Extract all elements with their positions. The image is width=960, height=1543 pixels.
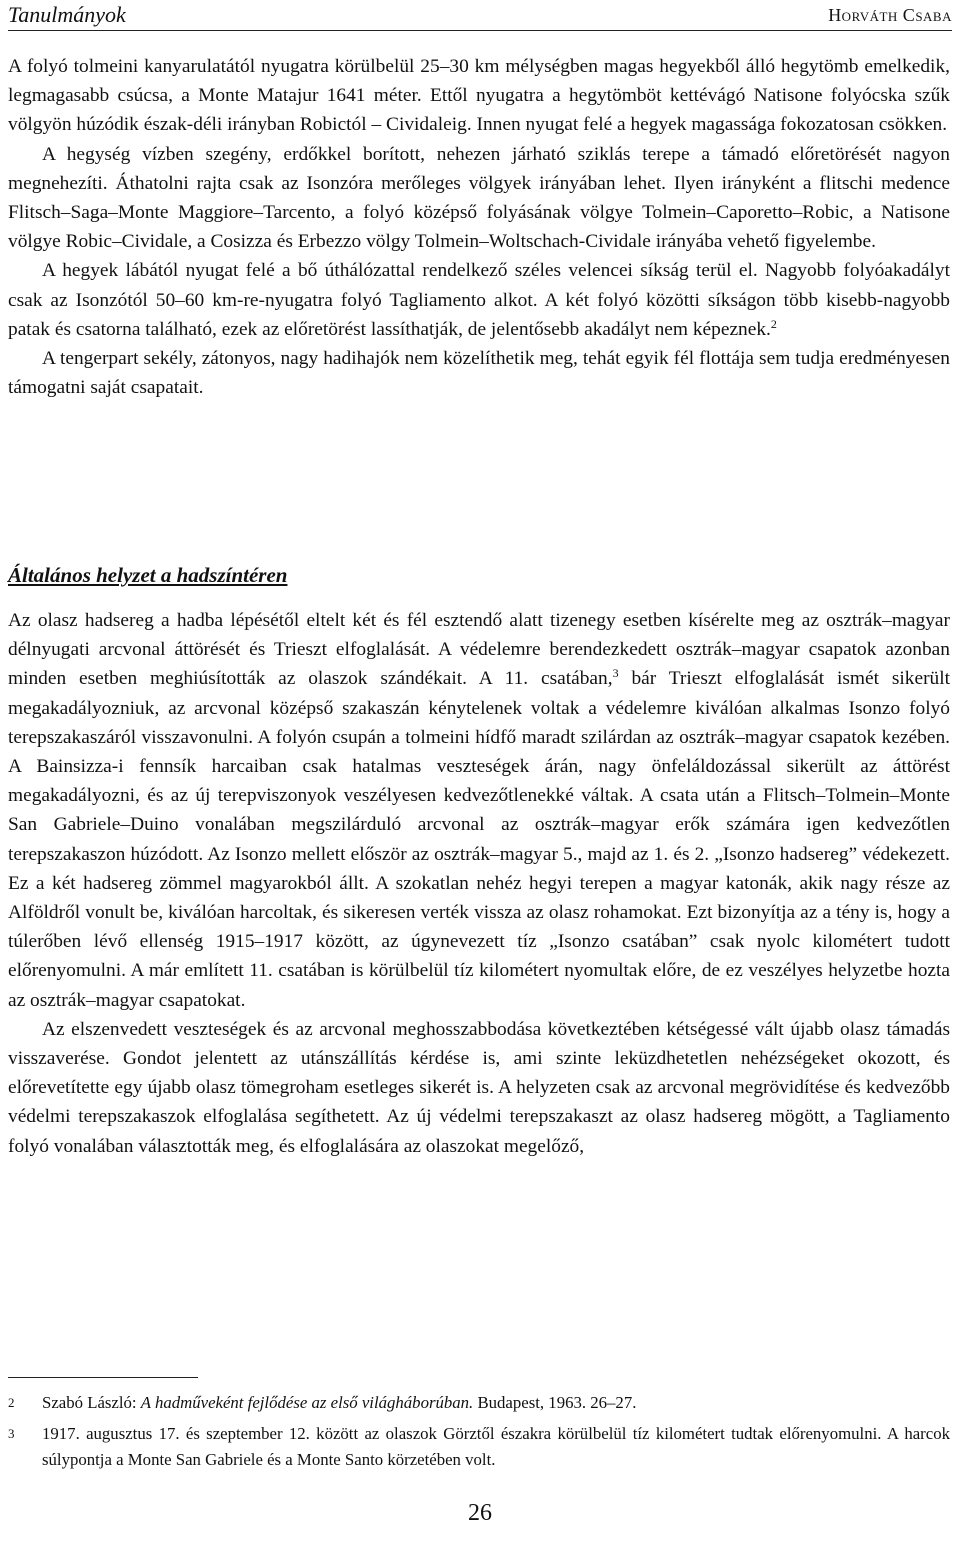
footnote-ref[interactable]: 2 xyxy=(770,316,777,331)
paragraph xyxy=(8,606,950,1015)
intro-text xyxy=(8,52,950,402)
footnote-ref[interactable]: 3 xyxy=(612,666,619,681)
section-label: Tanulmányok xyxy=(8,2,126,27)
paragraph: A folyó tolmeini kanyarulatától nyugatra körülbelül 25–30 km mélységben magas hegyekből álló hegytömb emelkedik, legmagasabb csúcsa, a Monte Matajur 1641 méter. Ettől nyugatra a hegytömböt kettévágó Natisone folyócska szűk völgyön húzódik észak-déli irányban Robictól – Cividaleig. Innen nyugat felé a hegyek magassága fokozatosan csökken. xyxy=(8,56,950,136)
footnote-number: 3 xyxy=(8,1425,15,1441)
running-header xyxy=(8,0,952,31)
footnote xyxy=(8,1421,950,1474)
footnotes xyxy=(8,1390,950,1478)
paragraph-text: Az olasz hadsereg a hadba lépésétől eltelt két és fél esztendő alatt tizenegy esetben kísérelte meg az osztrák–magyar délnyugati arcvonal áttörését és Trieszt elfoglalását. A védelemre berendezkedett osztrák–magyar csapatok azonban minden esetben meghiúsították az olaszok szándékait. A 11. csatában, xyxy=(8,610,950,690)
footnote-author: Szabó László: xyxy=(42,1393,141,1412)
section-text xyxy=(8,606,950,1161)
footnote-text: 1917. augusztus 17. és szeptember 12. között az olaszok Görztől északra körülbelül tíz kilométert tudtak előrenyomulni. A harcok súlypontja a Monte San Gabriele és a Monte Santo körzetében volt. xyxy=(42,1423,950,1469)
paragraph: Az elszenvedett veszteségek és az arcvonal meghosszabbodása következtében kétségessé vált újabb olasz támadás visszaverése. Gondot jelentett az utánszállítás kérdése is, ami szinte leküzdhetetlen nehézségeket okozott, és előrevetítette egy újabb olasz tömegroham esetleges sikerét is. A helyzeten csak az arcvonal megrövidítése és kedvezőbb védelmi terepszakaszok elfoglalása segíthetett. Az új védelmi terepszakaszt az olasz hadsereg mögött, a Tagliamento folyó vonalában választották meg, és elfoglalására az olaszokat megelőző, xyxy=(8,1018,950,1157)
page-number: 26 xyxy=(468,1500,492,1526)
footnote-book-title: A hadműveként fejlődése az első világháborúban. xyxy=(140,1393,474,1412)
paragraph-text: A hegyek lábától nyugat felé a bő úthálózattal rendelkező széles velencei síkság terül el. Nagyobb folyóakadályt csak az Isonzótól 50–60 km-re-nyugatra folyó Tagliamento alkot. A két folyó közötti síkságon több kisebb-nagyobb patak és csatorna található, ezek az előretörést lassíthatják, de jelentősebb akadályt nem képeznek. xyxy=(8,260,950,340)
paragraph: A hegység vízben szegény, erdőkkel borított, nehezen járható sziklás terepe a támadó előretörését nagyon megnehezíti. Áthatolni rajta csak az Isonzóra merőleges völgyek irányában lehet. Ilyen irányként a flitschi medence Flitsch–Saga–Monte Maggiore–Tarcento, a folyó középső folyásának völgye Tolmein–Caporetto–Robic, a Natisone völgye Robic–Cividale, a Cosizza és Erbezzo völgy Tolmein–Woltschach-Cividale irányába vehető figyelembe. xyxy=(8,143,950,253)
author-name: Horváth Csaba xyxy=(828,4,952,25)
footnote-number: 2 xyxy=(8,1395,15,1410)
footnote-publication: Budapest, 1963. 26–27. xyxy=(473,1393,637,1412)
section-heading: Általános helyzet a hadszíntéren xyxy=(8,563,288,587)
footnote xyxy=(8,1390,950,1417)
footnote-divider xyxy=(8,1377,198,1378)
paragraph: A tengerpart sekély, zátonyos, nagy hadihajók nem közelíthetik meg, tehát egyik fél flottája sem tudja eredményesen támogatni saját csapatait. xyxy=(8,348,950,399)
paragraph-text: bár Trieszt elfoglalását ismét sikerült megakadályozniuk, az arcvonal középső szakaszán kénytelenek voltak a védelemre kiválóan alkalmas Isonzo folyó terepszakaszáról visszavonulni. A folyón csupán a tolmeini hídfő maradt szilárdan az osztrák–magyar csapatok kezében. A Bainsizza-i fennsík harcaiban csak hatalmas veszteségek árán, nagy önfeláldozással sikerült az áttörést megakadályozni, és az új terepviszonyok veszélyesen kedvezőtlenekké váltak. A csata után a Flitsch–Tolmein–Monte San Gabriele–Duino vonalában megszilárduló arcvonal az osztrák–magyar erők számára igen kedvezőtlen terepszakaszon húzódott. Az Isonzo mellett először az osztrák–magyar 5., majd az 1. és 2. „Isonzo hadsereg” védekezett. Ez a két hadsereg zömmel magyarokból állt. A szokatlan nehéz hegyi terepen a magyar katonák, akik nagy része az Alföldről vonult be, kiválóan harcoltak, és sikeresen verték vissza az olasz rohamokat. Ezt bizonyítja az a tény is, hogy a túlerőben lévő ellenség 1915–1917 között, az úgynevezett tíz „Isonzo csatában” csak nyolc kilométert tudott előrenyomulni. A már említett 11. csatában is körülbelül tíz kilométert nyomultak előre, de ez veszélyes helyzetbe hozta az osztrák–magyar csapatokat. xyxy=(8,668,950,1011)
paragraph xyxy=(8,256,950,344)
